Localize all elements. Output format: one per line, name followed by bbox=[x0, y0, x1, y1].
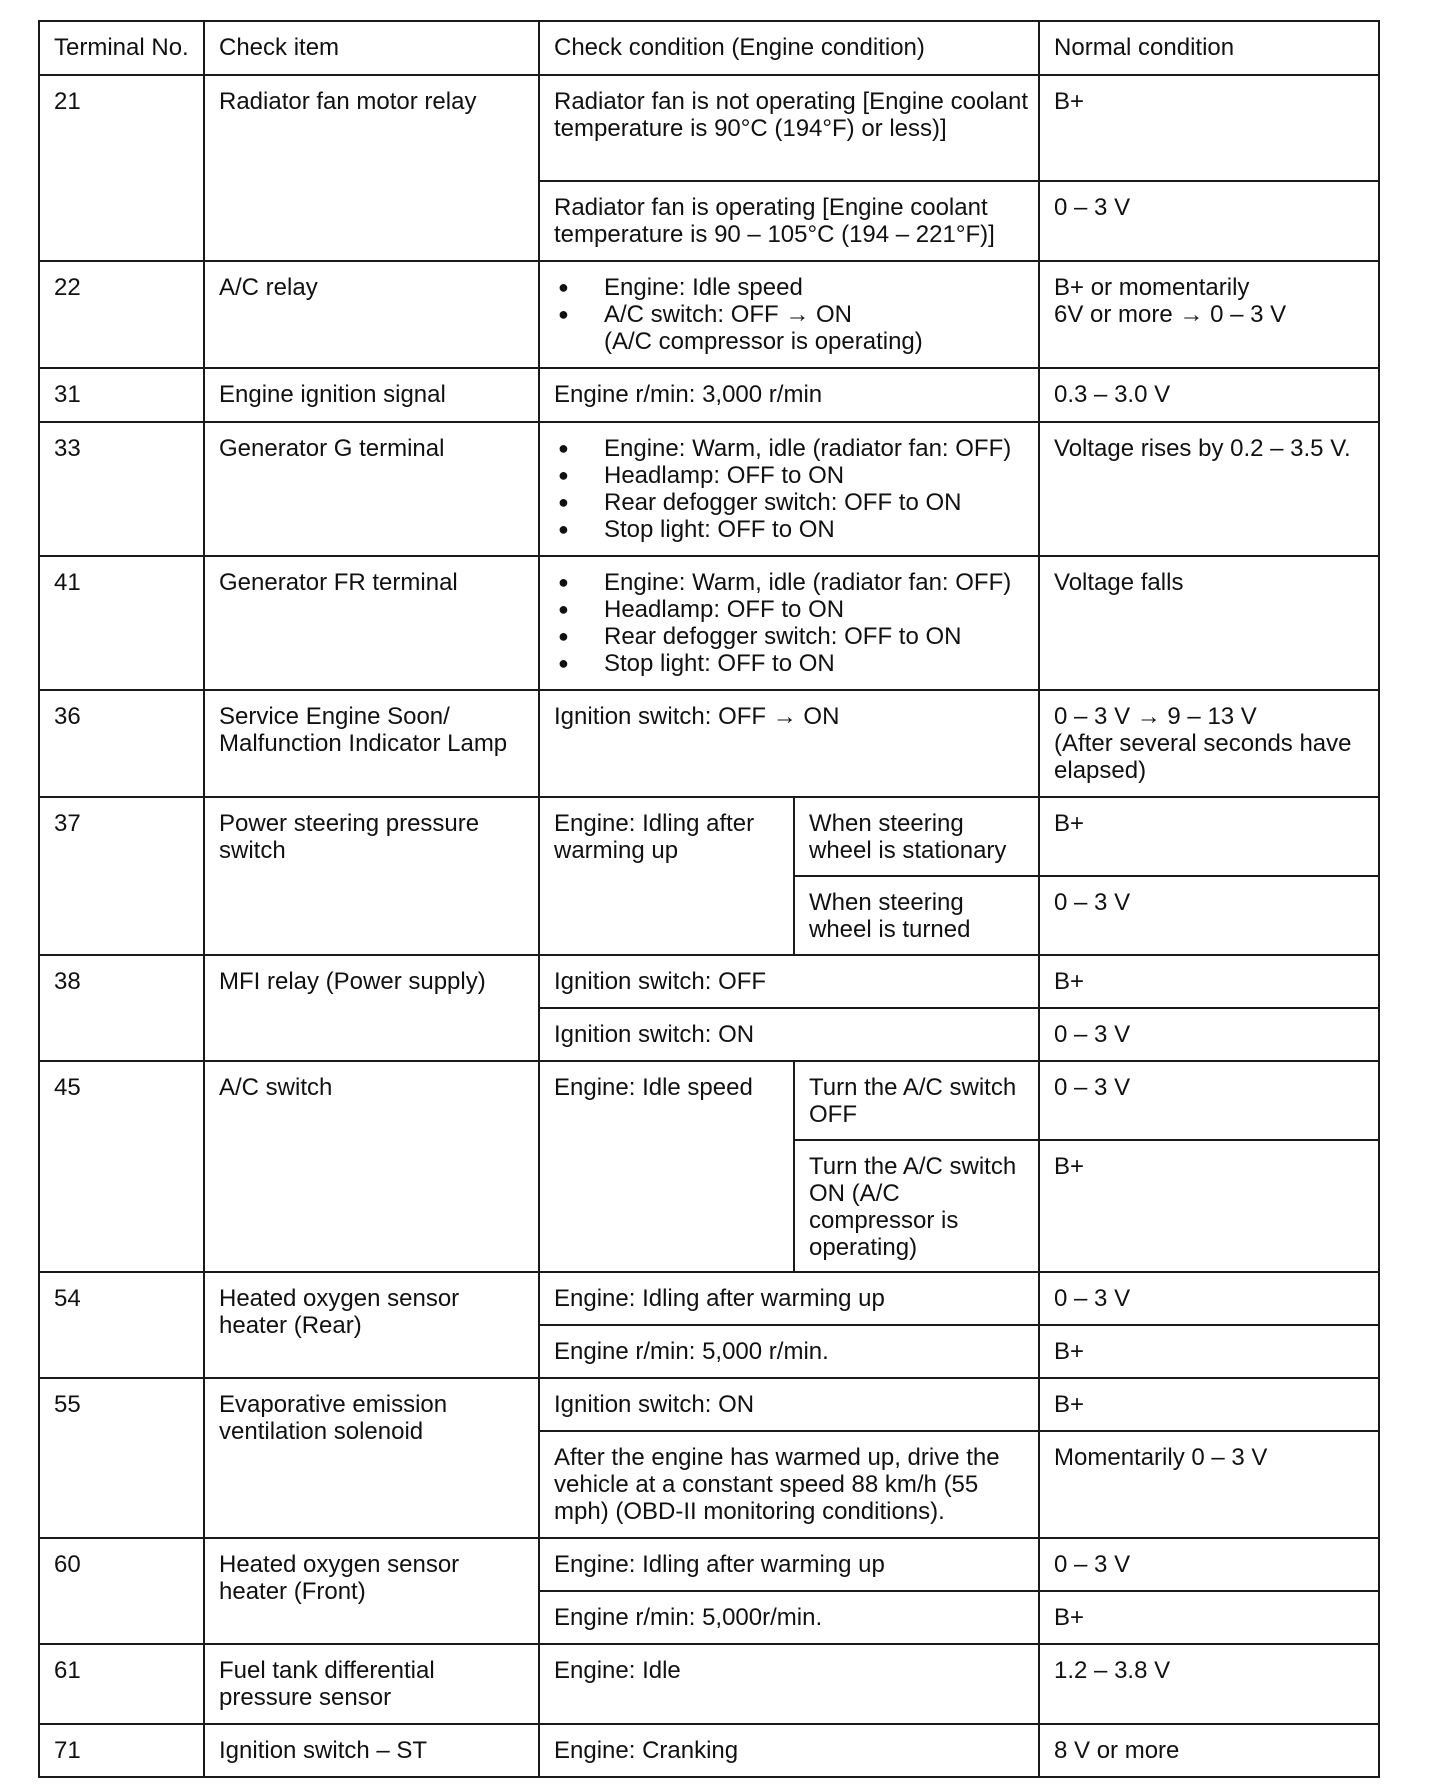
check-condition-cell bbox=[539, 261, 1039, 368]
check-item-cell: Generator G terminal bbox=[204, 422, 539, 556]
table-row bbox=[39, 422, 1379, 556]
table-row bbox=[39, 1272, 1379, 1325]
check-condition-cell: Engine: Cranking bbox=[539, 1724, 1039, 1777]
table-row bbox=[39, 955, 1379, 1008]
check-item-cell: Radiator fan motor relay bbox=[204, 75, 539, 261]
normal-condition-cell: 0 – 3 V bbox=[1039, 181, 1379, 261]
check-condition-cell: Engine: Idling after warming up bbox=[539, 1538, 1039, 1591]
normal-condition-cell: 0 – 3 V bbox=[1039, 1008, 1379, 1061]
condition-bullet-list bbox=[554, 274, 1028, 328]
check-condition-cell: Radiator fan is operating [Engine coolant temperature is 90 – 105°C (194 – 221°F)] bbox=[539, 181, 1039, 261]
normal-condition-cell: B+ bbox=[1039, 1378, 1379, 1431]
normal-condition-line: 0 – 3 V → 9 – 13 V bbox=[1054, 703, 1257, 730]
terminal-no-cell: 22 bbox=[39, 261, 204, 368]
terminal-no-cell: 60 bbox=[39, 1538, 204, 1644]
list-item: ● Rear defogger switch: OFF to ON bbox=[554, 623, 1028, 650]
check-item-line: Service Engine Soon/ bbox=[219, 703, 450, 730]
terminal-no-cell: 36 bbox=[39, 690, 204, 797]
check-item-cell: Generator FR terminal bbox=[204, 556, 539, 690]
check-condition-cell: Ignition switch: ON bbox=[539, 1378, 1039, 1431]
check-item-cell bbox=[204, 690, 539, 797]
normal-condition-cell: Momentarily 0 – 3 V bbox=[1039, 1431, 1379, 1538]
header-check-item: Check item bbox=[204, 21, 539, 75]
normal-condition-cell: B+ bbox=[1039, 1325, 1379, 1378]
check-condition-cell: Engine r/min: 3,000 r/min bbox=[539, 368, 1039, 422]
header-normal-condition: Normal condition bbox=[1039, 21, 1379, 75]
check-item-cell: A/C relay bbox=[204, 261, 539, 368]
list-item: ● Engine: Warm, idle (radiator fan: OFF) bbox=[554, 569, 1028, 596]
terminal-no-cell: 37 bbox=[39, 797, 204, 955]
sub-condition-cell: When steering wheel is turned bbox=[794, 876, 1039, 955]
terminal-no-cell: 31 bbox=[39, 368, 204, 422]
normal-condition-cell: B+ bbox=[1039, 1591, 1379, 1644]
check-condition-cell bbox=[539, 556, 1039, 690]
normal-condition-cell bbox=[1039, 690, 1379, 797]
check-condition-cell: Engine: Idle speed bbox=[539, 1061, 794, 1272]
check-condition-cell: Radiator fan is not operating [Engine coolant temperature is 90°C (194°F) or less)] bbox=[539, 75, 1039, 181]
check-item-cell: Evaporative emission ventilation solenoid bbox=[204, 1378, 539, 1538]
condition-note: (A/C compressor is operating) bbox=[604, 328, 923, 355]
terminal-no-cell: 38 bbox=[39, 955, 204, 1061]
terminal-no-cell: 21 bbox=[39, 75, 204, 261]
normal-condition-cell: 0 – 3 V bbox=[1039, 1272, 1379, 1325]
check-condition-cell: Ignition switch: OFF bbox=[539, 955, 1039, 1008]
terminal-no-cell: 55 bbox=[39, 1378, 204, 1538]
normal-condition-cell: B+ bbox=[1039, 797, 1379, 876]
table-row bbox=[39, 1644, 1379, 1724]
table-row bbox=[39, 1061, 1379, 1140]
normal-condition-line: B+ or momentarily bbox=[1054, 274, 1250, 301]
normal-condition-cell bbox=[1039, 261, 1379, 368]
list-item: ● Engine: Warm, idle (radiator fan: OFF) bbox=[554, 435, 1028, 462]
terminal-no-cell: 71 bbox=[39, 1724, 204, 1777]
table-row bbox=[39, 556, 1379, 690]
table-row bbox=[39, 75, 1379, 181]
normal-condition-cell: B+ bbox=[1039, 1140, 1379, 1272]
header-terminal-no: Terminal No. bbox=[39, 21, 204, 75]
normal-condition-cell: 0 – 3 V bbox=[1039, 1538, 1379, 1591]
normal-condition-cell: Voltage rises by 0.2 – 3.5 V. bbox=[1039, 422, 1379, 556]
check-condition-cell: Ignition switch: ON bbox=[539, 1008, 1039, 1061]
check-condition-cell: Engine r/min: 5,000r/min. bbox=[539, 1591, 1039, 1644]
list-item: ● Engine: Idle speed bbox=[554, 274, 1028, 301]
check-item-cell: A/C switch bbox=[204, 1061, 539, 1272]
check-item-cell: Heated oxygen sensor heater (Front) bbox=[204, 1538, 539, 1644]
check-condition-cell: Engine: Idling after warming up bbox=[539, 1272, 1039, 1325]
check-item-cell: Ignition switch – ST bbox=[204, 1724, 539, 1777]
table-row bbox=[39, 261, 1379, 368]
normal-condition-cell: 0 – 3 V bbox=[1039, 876, 1379, 955]
check-condition-cell: After the engine has warmed up, drive the vehicle at a constant speed 88 km/h (55 mph) (OBD-II monitoring conditions). bbox=[539, 1431, 1039, 1538]
normal-condition-line: 6V or more → 0 – 3 V bbox=[1054, 301, 1287, 328]
terminal-no-cell: 54 bbox=[39, 1272, 204, 1378]
check-condition-cell: Engine r/min: 5,000 r/min. bbox=[539, 1325, 1039, 1378]
check-condition-cell bbox=[539, 422, 1039, 556]
table-row bbox=[39, 797, 1379, 876]
normal-condition-cell: B+ bbox=[1039, 955, 1379, 1008]
normal-condition-cell: 1.2 – 3.8 V bbox=[1039, 1644, 1379, 1724]
check-condition-cell: Engine: Idle bbox=[539, 1644, 1039, 1724]
list-item: ● Headlamp: OFF to ON bbox=[554, 462, 1028, 489]
sub-condition-cell: Turn the A/C switch OFF bbox=[794, 1061, 1039, 1140]
list-item: ● Headlamp: OFF to ON bbox=[554, 596, 1028, 623]
check-condition-cell: Ignition switch: OFF → ON bbox=[539, 690, 1039, 797]
list-item: ● Rear defogger switch: OFF to ON bbox=[554, 489, 1028, 516]
table-row bbox=[39, 1724, 1379, 1777]
check-item-cell: Fuel tank differential pressure sensor bbox=[204, 1644, 539, 1724]
check-item-cell: Heated oxygen sensor heater (Rear) bbox=[204, 1272, 539, 1378]
table-row bbox=[39, 368, 1379, 422]
table-row bbox=[39, 690, 1379, 797]
list-item: ● A/C switch: OFF → ON bbox=[554, 301, 1028, 328]
check-item-cell: Engine ignition signal bbox=[204, 368, 539, 422]
check-item-cell: Power steering pressure switch bbox=[204, 797, 539, 955]
normal-condition-cell: Voltage falls bbox=[1039, 556, 1379, 690]
terminal-no-cell: 33 bbox=[39, 422, 204, 556]
list-item: ● Stop light: OFF to ON bbox=[554, 650, 1028, 677]
check-item-line: Malfunction Indicator Lamp bbox=[219, 730, 508, 757]
header-check-condition: Check condition (Engine condition) bbox=[539, 21, 1039, 75]
condition-bullet-list bbox=[554, 435, 1028, 543]
list-item: ● Stop light: OFF to ON bbox=[554, 516, 1028, 543]
check-item-cell: MFI relay (Power supply) bbox=[204, 955, 539, 1061]
terminal-no-cell: 61 bbox=[39, 1644, 204, 1724]
terminal-check-table bbox=[38, 20, 1380, 1778]
normal-condition-cell: 0 – 3 V bbox=[1039, 1061, 1379, 1140]
terminal-no-cell: 41 bbox=[39, 556, 204, 690]
condition-bullet-list bbox=[554, 569, 1028, 677]
terminal-no-cell: 45 bbox=[39, 1061, 204, 1272]
sub-condition-cell: Turn the A/C switch ON (A/C compressor is operating) bbox=[794, 1140, 1039, 1272]
check-condition-cell: Engine: Idling after warming up bbox=[539, 797, 794, 955]
normal-condition-line: (After several seconds have elapsed) bbox=[1054, 730, 1352, 784]
normal-condition-cell: 8 V or more bbox=[1039, 1724, 1379, 1777]
normal-condition-cell: 0.3 – 3.0 V bbox=[1039, 368, 1379, 422]
normal-condition-cell: B+ bbox=[1039, 75, 1379, 181]
table-row bbox=[39, 1378, 1379, 1431]
sub-condition-cell: When steering wheel is stationary bbox=[794, 797, 1039, 876]
table-row bbox=[39, 1538, 1379, 1591]
table-header-row bbox=[39, 21, 1379, 75]
terminal-check-table-page bbox=[38, 20, 1380, 1778]
